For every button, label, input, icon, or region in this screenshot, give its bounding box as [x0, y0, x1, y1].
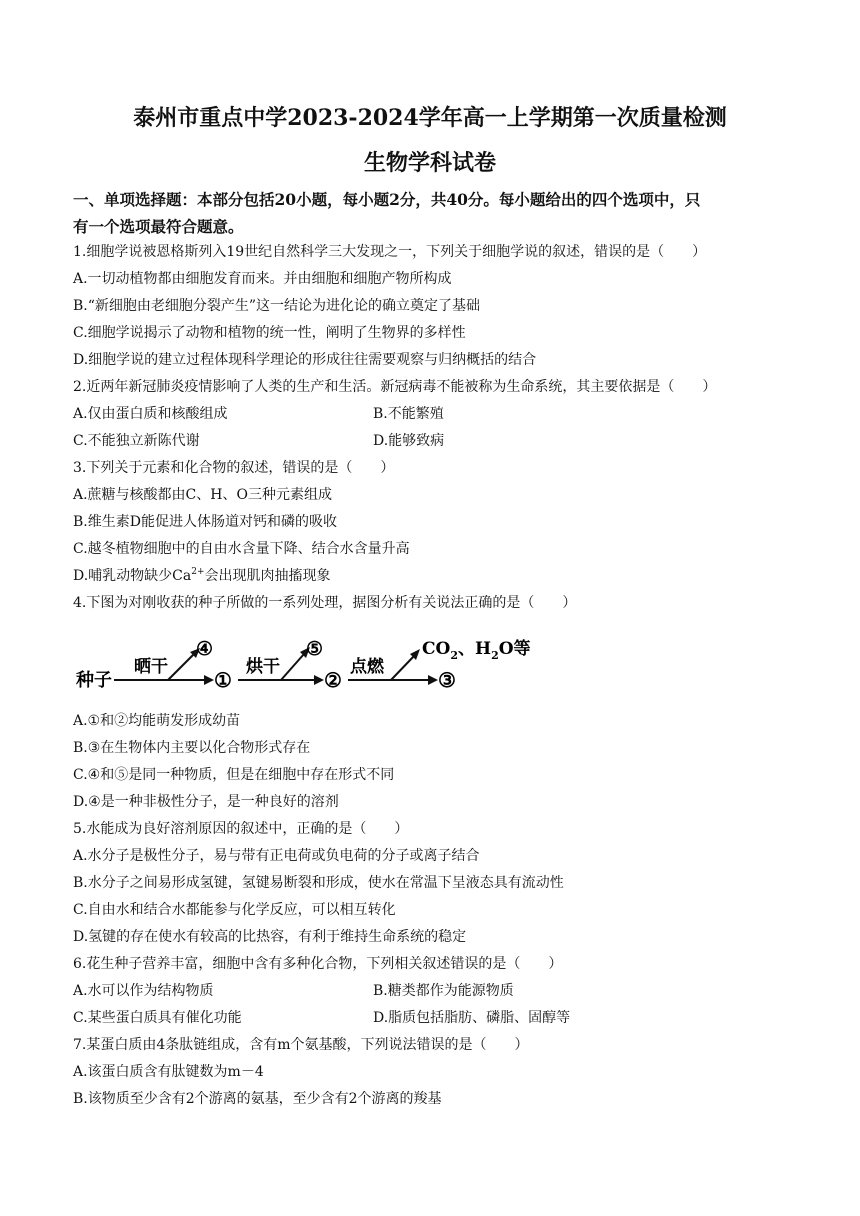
- question-6-option-a: A.水可以作为结构物质: [73, 983, 214, 999]
- question-1-option-d: D.细胞学说的建立过程体现科学理论的形成往往需要观察与归纳概括的结合: [73, 352, 537, 368]
- question-5-option-b: B.水分子之间易形成氢键，氢键易断裂和形成，使水在常温下呈液态具有流动性: [73, 875, 564, 891]
- diagram-step-sundry: 晒干: [134, 657, 168, 677]
- question-3-option-c: C.越冬植物细胞中的自由水含量下降、结合水含量升高: [73, 541, 410, 557]
- diagram-arrowhead-3: [428, 675, 438, 685]
- question-6-option-b: B.糖类都作为能源物质: [373, 983, 514, 999]
- diagram-arrowhead-1: [204, 675, 214, 685]
- question-4-stem: 4.下图为对刚收获的种子所做的一系列处理，据图分析有关说法正确的是（ ）: [73, 595, 577, 611]
- question-4-option-d: D.④是一种非极性分子，是一种良好的溶剂: [73, 794, 339, 810]
- diagram-step-ovendry: 烘干: [246, 657, 280, 677]
- diagram-branch-arrow-5: [281, 654, 304, 680]
- diagram-products-sub1: 2: [450, 649, 458, 662]
- exam-subtitle: 生物学科试卷: [363, 150, 496, 176]
- diagram-step-ignite: 点燃: [350, 657, 384, 677]
- diagram-node-3: ③: [438, 668, 456, 692]
- question-2-option-b: B.不能繁殖: [373, 406, 444, 422]
- question-6-stem: 6.花生种子营养丰富，细胞中含有多种化合物，下列相关叙述错误的是（ ）: [73, 956, 563, 972]
- question-1-option-c: C.细胞学说揭示了动物和植物的统一性，阐明了生物界的多样性: [73, 325, 466, 341]
- section-heading-line1: 一、单项选择题：本部分包括20小题，每小题2分，共40分。每小题给出的四个选项中，只: [73, 190, 701, 209]
- question-6-option-d: D.脂质包括脂肪、磷脂、固醇等: [373, 1010, 571, 1026]
- question-7-option-a: A.该蛋白质含有肽键数为m－4: [73, 1064, 264, 1080]
- question-3-option-a: A.蔗糖与核酸都由C、H、O三种元素组成: [73, 487, 332, 503]
- diagram-branch-arrow-gas: [391, 656, 414, 680]
- question-2-option-a: A.仅由蛋白质和核酸组成: [73, 406, 228, 422]
- diagram-arrowhead-2: [314, 675, 324, 685]
- diagram-node-2: ②: [324, 668, 342, 692]
- question-5-option-d: D.氢键的存在使水有较高的比热容，有利于维持生命系统的稳定: [73, 929, 467, 945]
- diagram-branch-arrow-4: [168, 654, 194, 680]
- question-2-option-d: D.能够致病: [373, 433, 445, 449]
- question-6-option-c: C.某些蛋白质具有催化功能: [73, 1010, 242, 1026]
- question-1-stem: 1.细胞学说被恩格斯列入19世纪自然科学三大发现之一，下列关于细胞学说的叙述，错误的是（ ）: [73, 244, 707, 260]
- diagram-products: [422, 638, 531, 662]
- question-7-stem: 7.某蛋白质由4条肽链组成，含有m个氨基酸，下列说法错误的是（ ）: [73, 1037, 529, 1053]
- diagram-node-1: ①: [214, 668, 232, 692]
- question-2-option-c: C.不能独立新陈代谢: [73, 433, 200, 449]
- question-3-option-d: [73, 566, 331, 586]
- diagram-products-sub2: 2: [491, 649, 499, 662]
- question-1-option-b: B.“新细胞由老细胞分裂产生”这一结论为进化论的确立奠定了基础: [73, 298, 481, 314]
- section-heading-line2: 有一个选项最符合题意。: [73, 217, 244, 236]
- seed-processing-diagram: [76, 630, 536, 700]
- question-5-option-a: A.水分子是极性分子，易与带有正电荷或负电荷的分子或离子结合: [73, 848, 480, 864]
- diagram-products-co: CO: [422, 639, 451, 659]
- question-4-option-b: B.③在生物体内主要以化合物形式存在: [73, 740, 311, 756]
- question-3-option-b: B.维生素D能促进人体肠道对钙和磷的吸收: [73, 514, 337, 530]
- question-3-option-d-text: D.哺乳动物缺少Ca: [73, 568, 192, 584]
- question-3-stem: 3.下列关于元素和化合物的叙述，错误的是（ ）: [73, 460, 395, 476]
- diagram-node-4: ④: [196, 638, 214, 660]
- question-3-option-d-text-end: 会出现肌肉抽搐现象: [204, 568, 331, 584]
- diagram-seed-label: 种子: [76, 670, 112, 691]
- diagram-products-h: 、H: [458, 639, 492, 659]
- question-7-option-b: B.该物质至少含有2个游离的氨基，至少含有2个游离的羧基: [73, 1091, 442, 1107]
- question-1-option-a: A.一切动植物都由细胞发育而来。并由细胞和细胞产物所构成: [73, 271, 452, 287]
- question-5-option-c: C.自由水和结合水都能参与化学反应，可以相互转化: [73, 902, 396, 918]
- exam-title: 泰州市重点中学2023-2024学年高一上学期第一次质量检测: [133, 105, 727, 131]
- question-4-option-c: C.④和⑤是同一种物质，但是在细胞中存在形式不同: [73, 767, 395, 783]
- calcium-charge: 2+: [191, 567, 205, 577]
- question-5-stem: 5.水能成为良好溶剂原因的叙述中，正确的是（ ）: [73, 821, 409, 837]
- diagram-products-o-etc: O等: [498, 639, 531, 659]
- diagram-node-5: ⑤: [306, 638, 324, 660]
- question-2-stem: 2.近两年新冠肺炎疫情影响了人类的生产和生活。新冠病毒不能被称为生命系统，其主要依据是（ ）: [73, 379, 717, 395]
- question-4-option-a: A.①和②均能萌发形成幼苗: [73, 713, 241, 729]
